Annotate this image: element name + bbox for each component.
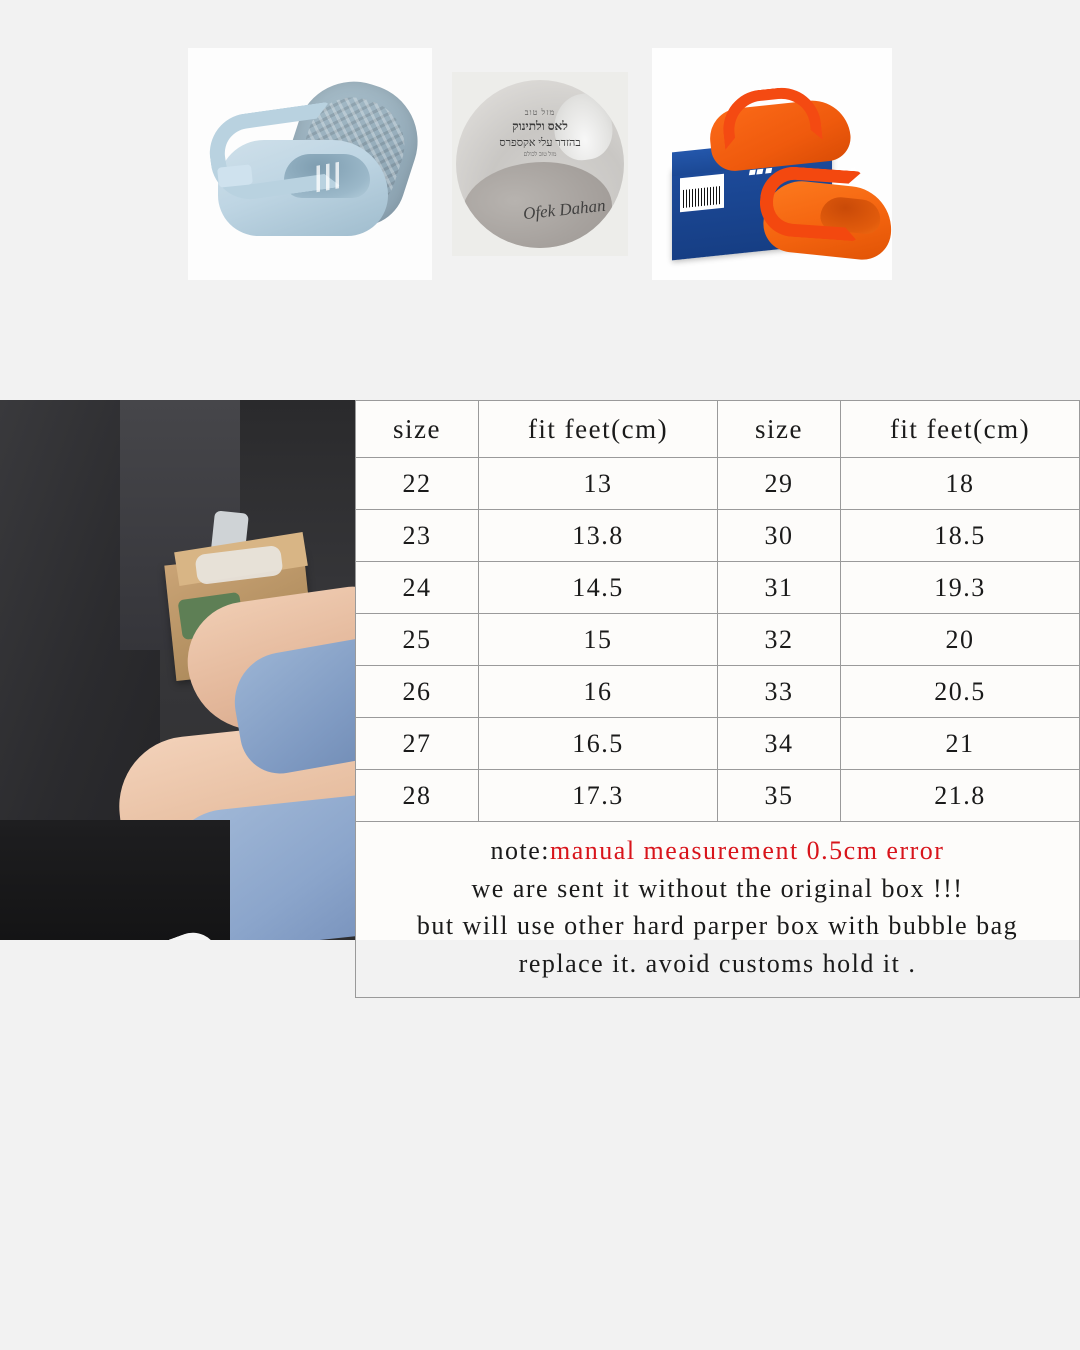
cell-fit-right: 20 [841, 614, 1080, 666]
cell-fit-right: 21 [841, 718, 1080, 770]
cell-size-right: 30 [717, 510, 840, 562]
table-header-row [356, 401, 1080, 458]
cell-size-left: 28 [356, 770, 479, 822]
table-row [356, 510, 1080, 562]
cell-size-left: 24 [356, 562, 479, 614]
cell-size-right: 33 [717, 666, 840, 718]
cell-size-left: 26 [356, 666, 479, 718]
car-floor-shape [0, 820, 230, 940]
cell-size-left: 25 [356, 614, 479, 666]
size-chart-table [355, 400, 1080, 998]
note-highlight: manual measurement 0.5cm error [550, 836, 945, 865]
cell-fit-right: 18 [841, 458, 1080, 510]
cell-fit-left: 13.8 [479, 510, 718, 562]
card-text-block [456, 108, 624, 158]
note-line-3: replace it. avoid customs hold it . [518, 949, 917, 979]
cell-fit-right: 21.8 [841, 770, 1080, 822]
card-signature: Ofek Dahan [522, 195, 607, 224]
cell-size-left: 23 [356, 510, 479, 562]
header-fit-right: fit feet(cm) [841, 401, 1080, 458]
cell-size-left: 27 [356, 718, 479, 770]
table-row [356, 770, 1080, 822]
card-circle-frame [456, 80, 624, 248]
card-line-3: בהזדר עלי אקספרס [499, 137, 581, 149]
table-note-row [356, 822, 1080, 998]
cell-fit-right: 20.5 [841, 666, 1080, 718]
orange-slides-box-photo [652, 48, 892, 280]
card-line-1: מזל טוב [524, 108, 556, 117]
card-line-4: מזל טוב לכולם [523, 152, 557, 158]
note-line-1: we are sent it without the original box !!! [471, 873, 964, 903]
table-row [356, 718, 1080, 770]
cell-size-right: 34 [717, 718, 840, 770]
cell-fit-right: 18.5 [841, 510, 1080, 562]
hebrew-card-photo [452, 72, 628, 256]
cell-size-right: 32 [717, 614, 840, 666]
size-chart-block [0, 400, 1080, 979]
orange-slide-strap-shape [758, 165, 863, 242]
table-row [356, 614, 1080, 666]
note-prefix: note: [490, 836, 551, 865]
cell-fit-left: 16.5 [479, 718, 718, 770]
cell-size-right: 35 [717, 770, 840, 822]
cell-size-right: 31 [717, 562, 840, 614]
cell-size-left: 22 [356, 458, 479, 510]
product-photo-strip [0, 48, 1080, 280]
cell-fit-right: 19.3 [841, 562, 1080, 614]
cell-fit-left: 17.3 [479, 770, 718, 822]
size-table-container [355, 400, 1080, 979]
note-line-0 [370, 832, 1065, 870]
table-row [356, 666, 1080, 718]
slide-strap-tab-shape [217, 164, 253, 187]
table-row [356, 458, 1080, 510]
cell-fit-left: 14.5 [479, 562, 718, 614]
header-size-right: size [717, 401, 840, 458]
shipping-note [356, 822, 1080, 998]
cell-fit-left: 15 [479, 614, 718, 666]
cell-fit-left: 16 [479, 666, 718, 718]
cell-fit-left: 13 [479, 458, 718, 510]
note-line-2: but will use other hard parper box with bubble bag [416, 911, 1019, 941]
header-size-left: size [356, 401, 479, 458]
blue-kids-slides-photo [188, 48, 432, 280]
header-fit-left: fit feet(cm) [479, 401, 718, 458]
child-wearing-slides-in-car-photo [0, 400, 355, 940]
shoe-box-barcode-label [680, 174, 724, 213]
card-line-2: לאס ולתינוק [512, 119, 568, 133]
table-row [356, 562, 1080, 614]
cell-size-right: 29 [717, 458, 840, 510]
